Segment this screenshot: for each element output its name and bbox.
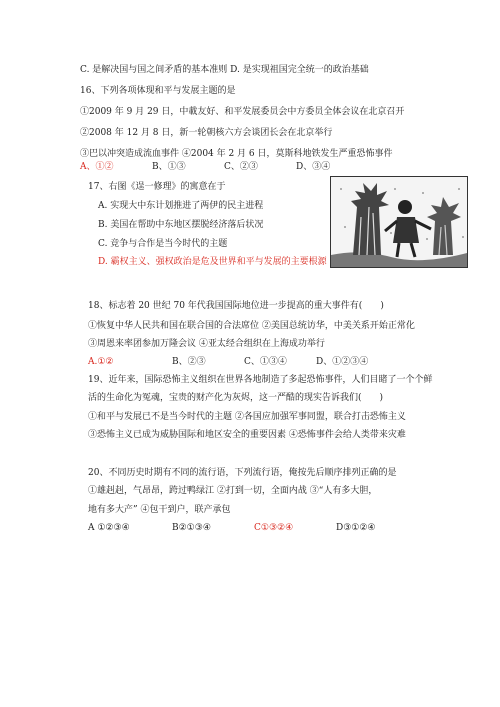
q19-stem-line-2: 活的生命化为冤魂，宝贵的财产化为灰烬，这一严酷的现实告诉我们( )	[88, 393, 384, 403]
q18-items-1-2: ①恢复中华人民共和国在联合国的合法席位 ②美国总统访华，中美关系开始正常化	[88, 321, 415, 331]
q19-stem-line-1: 19、近年来，国际恐怖主义组织在世界各地制造了多起恐怖事件，人们目睹了一个个鲜	[88, 375, 433, 385]
q20-option-d: D③①②④	[336, 523, 376, 533]
q16-option-d: D、③④	[296, 162, 331, 172]
q20-items-line-1: ①雄赳赳，气昂昂，跨过鸭绿江 ②打到一切，全面内战 ③“人有多大胆，	[88, 486, 378, 496]
q18-stem: 18、标志着 20 世纪 70 年代我国国际地位进一步提高的重大事件有( )	[88, 301, 384, 311]
cartoon-illustration-icon	[331, 177, 467, 267]
q16-item-2: ②2008 年 12 月 8 日，新一轮朝核六方会谈团长会在北京举行	[80, 128, 333, 138]
q18-option-c: C、①③④	[244, 357, 287, 367]
q17-option-d: D. 霸权主义、强权政治是危及世界和平与发展的主要根源	[98, 257, 327, 267]
q18-option-a: A.①②	[88, 357, 114, 367]
q20-option-a: A ①②③④	[88, 523, 130, 533]
q19-items-3-4: ③恐怖主义已成为威胁国际和地区安全的重要因素 ④恐怖事件会给人类带来灾难	[88, 430, 406, 440]
q18-option-d: D、①②③④	[316, 357, 369, 367]
q16-item-3-4: ③巴以冲突造成流血事件 ④2004 年 2 月 6 日，莫斯科地铁发生严重恐怖事件	[80, 149, 393, 159]
q17-stem: 17、右图《逞一修理》的寓意在于	[88, 182, 226, 192]
q20-items-line-2: 地有多大产” ④包干到户，联产承包	[88, 505, 231, 515]
q16-option-a: A、①②	[80, 162, 114, 172]
q15-option-cd: C. 是解决国与国之间矛盾的基本准则 D. 是实现祖国完全统一的政治基础	[80, 65, 369, 75]
q18-items-3-4: ③周恩来率团参加万隆会议 ④亚太经合组织在上海成功举行	[88, 339, 325, 349]
q20-option-b: B②①③④	[172, 523, 211, 533]
cartoon-figure	[330, 176, 468, 268]
q18-option-b: B、②③	[172, 357, 206, 367]
q16-option-b: B、①③	[152, 162, 186, 172]
q16-option-c: C、②③	[224, 162, 258, 172]
q17-option-c: C. 竞争与合作是当今时代的主题	[98, 239, 228, 249]
q16-stem: 16、下列各项体现和平与发展主题的是	[80, 86, 236, 96]
q17-option-a: A. 实现大中东计划推进了两伊的民主进程	[98, 201, 264, 211]
q16-item-1: ①2009 年 9 月 29 日，中載友好、和平发展委员会中方委员全体会议在北京召开	[80, 107, 405, 117]
q20-stem: 20、不同历史时期有不同的流行语，下列流行语，俺按先后顺序排列正确的是	[88, 468, 397, 478]
q17-option-b: B. 美国在帮助中东地区摆脱经济落后状况	[98, 220, 264, 230]
q19-items-1-2: ①和平与发展已不是当今时代的主题 ②各国应加强军事同盟，联合打击恐怖主义	[88, 412, 406, 422]
q20-option-c: C①③②④	[254, 523, 294, 533]
